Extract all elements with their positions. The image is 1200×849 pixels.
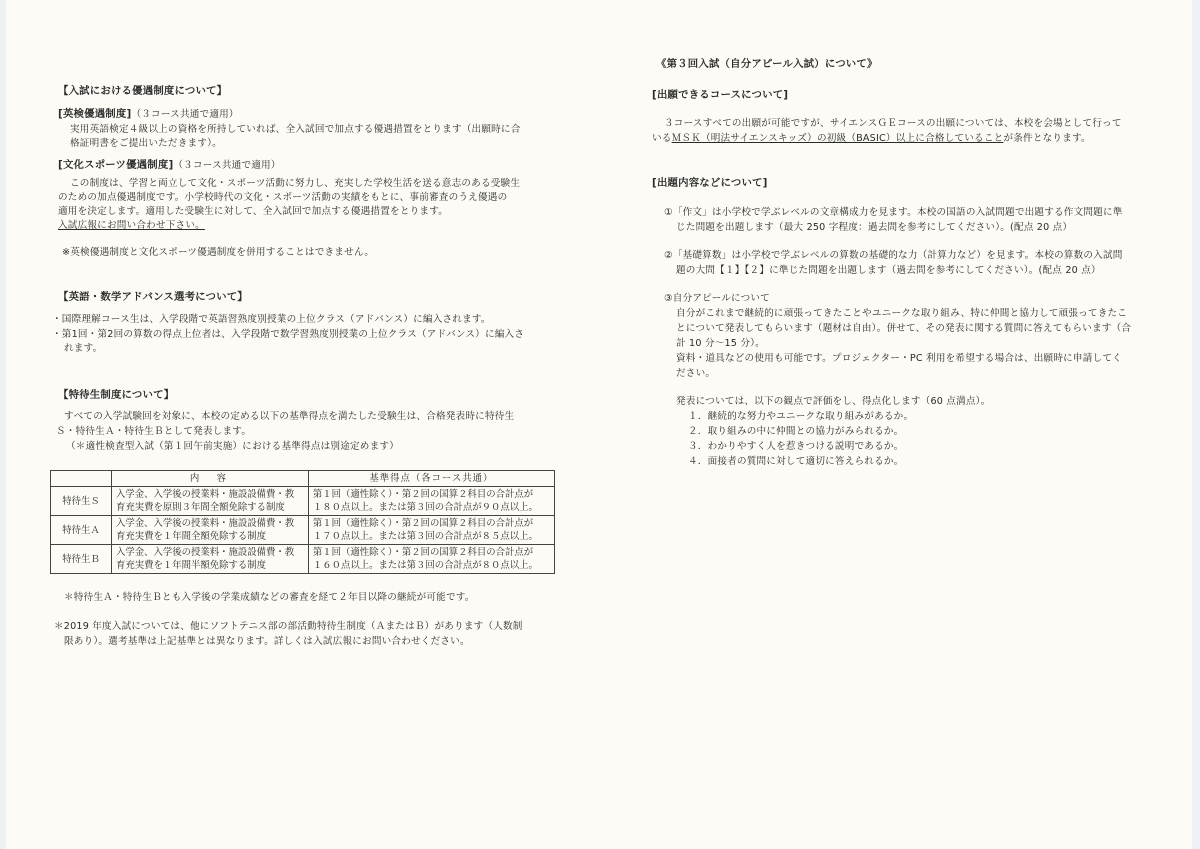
- culture-sports-heading: [文化スポーツ優遇制度]: [58, 159, 174, 171]
- table-header-blank: [51, 471, 112, 487]
- score-line: １７０点以上。または第３回の合計点が８５点以上。: [312, 531, 538, 542]
- essay-line-1: ①「作文」は小学校で学ぶレベルの文章構成力を見ます。本校の国語の入試問題で出題する作文問題に準: [664, 207, 1123, 218]
- score-line: 第１回（適性除く）・第２回の国算２科目の合計点が: [312, 489, 534, 500]
- scholarship-table: [50, 470, 555, 574]
- table-row-content: [112, 516, 309, 545]
- table-row: [51, 516, 555, 545]
- evaluation-item: ２．取り組みの中に仲間との協力がみられるか。: [688, 426, 904, 437]
- table-row-score: [308, 487, 554, 516]
- table-row: [51, 487, 555, 516]
- section-heading-advance: 【英語・数学アドバンス選考について】: [58, 291, 248, 303]
- culture-sports-body-3: 適用を決定します。適用した受験生に対して、全入試回で加点する優遇措置をとります。: [58, 206, 449, 217]
- appeal-line-5: ださい。: [676, 368, 716, 379]
- score-line: 第１回（適性除く）・第２回の国算２科目の合計点が: [312, 547, 534, 558]
- scholarship-body-3: （＊適性検査型入試（第１回午前実施）における基準得点は別途定めます）: [66, 441, 399, 452]
- eiken-heading-line: [58, 107, 239, 122]
- courses-body-2a: いる: [652, 133, 672, 144]
- section-heading-courses: [出願できるコースについて]: [652, 89, 789, 101]
- eiken-note: （３コース共通で適用）: [131, 109, 239, 120]
- courses-body-1: ３コースすべての出願が可能ですが、サイエンスＧＥコースの出願については、本校を会場として行って: [664, 118, 1122, 129]
- section-heading-preferential: 【入試における優遇制度について】: [58, 85, 228, 97]
- content-line: 育充実費を１年間全額免除する制度: [116, 531, 267, 542]
- eiken-heading: [英検優遇制度]: [58, 108, 132, 120]
- soft-tennis-note-2: 限あり）。選考基準は上記基準とは異なります。詳しくは入試広報にお問い合わせください。: [64, 636, 470, 647]
- math-line-1: ②「基礎算数」は小学校で学ぶレベルの算数の基礎的な力（計算力など）を見ます。本校の算数の入試問: [664, 250, 1123, 261]
- evaluation-item: １．継続的な努力やユニークな取り組みがあるか。: [688, 411, 914, 422]
- content-line: 入学金、入学後の授業料・施設設備費・教: [116, 547, 295, 558]
- courses-body-2: [652, 132, 1091, 146]
- appeal-line-4: 資料・道具などの使用も可能です。プロジェクター・PC 利用を希望する場合は、出願時に申請してく: [676, 353, 1122, 364]
- table-row: [51, 545, 555, 574]
- section-heading-scholarship: 【特待生制度について】: [58, 389, 175, 401]
- math-line-2: 題の大問【１】【２】に準じた問題を出題します（過去問を参考にしてください）。(配点 20 点）: [676, 265, 1101, 276]
- table-row-score: [308, 545, 554, 574]
- score-line: 第１回（適性除く）・第２回の国算２科目の合計点が: [312, 518, 534, 529]
- table-row-content: [112, 545, 309, 574]
- scholarship-continuation-note: ＊特待生Ａ・特待生Ｂとも入学後の学業成績などの審査を経て２年目以降の継続が可能です。: [64, 592, 475, 603]
- advance-item-1: ・国際理解コース生は、入学段階で英語習熟度別授業の上位クラス（アドバンス）に編入されます。: [52, 314, 491, 325]
- table-header-content: 内 容: [112, 471, 309, 487]
- score-line: １８０点以上。または第３回の合計点が９０点以上。: [312, 502, 538, 513]
- msk-requirement: ＭＳＫ（明法サイエンスキッズ）の初級（BASIC）以上に合格していること: [671, 133, 1004, 144]
- appeal-line-3: 計 10 分〜15 分）。: [676, 338, 765, 349]
- content-line: 入学金、入学後の授業料・施設設備費・教: [116, 489, 295, 500]
- table-row-name: 特待生Ｓ: [51, 487, 112, 516]
- culture-sports-heading-line: [58, 158, 281, 173]
- culture-sports-note: （３コース共通で適用）: [173, 160, 281, 171]
- table-header-score: 基準得点（各コース共通）: [308, 471, 554, 487]
- eiken-body-2: 格証明書をご提出いただきます）。: [70, 138, 222, 149]
- culture-sports-body-2: のための加点優遇制度です。小学校時代の文化・スポーツ活動の実績をもとに、事前審査のうえ優遇の: [58, 192, 508, 203]
- content-line: 育充実費を１年間半額免除する制度: [116, 560, 267, 571]
- appeal-heading: ③自分アピールについて: [664, 293, 770, 304]
- evaluation-item: ３．わかりやすく人を惹きつける説明であるか。: [688, 441, 904, 452]
- scan-edge-left: [0, 0, 6, 849]
- table-row-score: [308, 516, 554, 545]
- scan-edge-right: [1192, 0, 1200, 849]
- scholarship-body-1: すべての入学試験回を対象に、本校の定める以下の基準得点を満たした受験生は、合格発表時に特待生: [64, 411, 515, 422]
- content-line: 育充実費を原則３年間全額免除する制度: [116, 502, 285, 513]
- appeal-line-2: とについて発表してもらいます（題材は自由）。併せて、その発表に関する質問に答えてもらいます（合: [676, 323, 1132, 334]
- soft-tennis-note-1: ＊2019 年度入試については、他にソフトテニス部の部活動特待生制度（ＡまたはＢ）があります（人数制: [54, 621, 523, 632]
- table-row-content: [112, 487, 309, 516]
- essay-line-2: じた問題を出題します（最大 250 字程度：過去問を参考にしてください）。(配点 20 点）: [676, 222, 1073, 233]
- courses-body-2c: が条件となります。: [1003, 133, 1091, 144]
- third-exam-title: 《第３回入試（自分アピール入試）について》: [656, 58, 878, 70]
- advance-item-2-cont: れます。: [64, 343, 103, 354]
- combination-note: ※英検優遇制度と文化スポーツ優遇制度を併用することはできません。: [62, 247, 375, 258]
- eiken-body-1: 実用英語検定４級以上の資格を所持していれば、全入試回で加点する優遇措置をとります（出願時に合: [70, 124, 521, 135]
- culture-sports-body-1: この制度は、学習と両立して文化・スポーツ活動に努力し、充実した学校生活を送る意志のある受験生: [70, 178, 521, 189]
- evaluation-item: ４．面接者の質問に対して適切に答えられるか。: [688, 456, 904, 467]
- content-line: 入学金、入学後の授業料・施設設備費・教: [116, 518, 295, 529]
- table-row-name: 特待生Ａ: [51, 516, 112, 545]
- section-heading-content: [出題内容などについて]: [652, 177, 768, 189]
- evaluation-intro: 発表については、以下の観点で評価をし、得点化します（60 点満点）。: [676, 396, 991, 407]
- culture-sports-contact: 入試広報にお問い合わせ下さい。: [58, 220, 205, 231]
- table-header-row: [51, 471, 555, 487]
- advance-item-2: ・第1回・第2回の算数の得点上位者は、入学段階で数学習熟度別授業の上位クラス（アドバンス）に編入さ: [52, 329, 525, 340]
- table-row-name: 特待生Ｂ: [51, 545, 112, 574]
- scholarship-body-2: Ｓ・特待生Ａ・特待生Ｂとして発表します。: [56, 426, 252, 437]
- score-line: １６０点以上。または第３回の合計点が８０点以上。: [312, 560, 538, 571]
- appeal-line-1: 自分がこれまで継続的に頑張ってきたことやユニークな取り組み、特に仲間と協力して頑張ってきたこ: [676, 308, 1128, 319]
